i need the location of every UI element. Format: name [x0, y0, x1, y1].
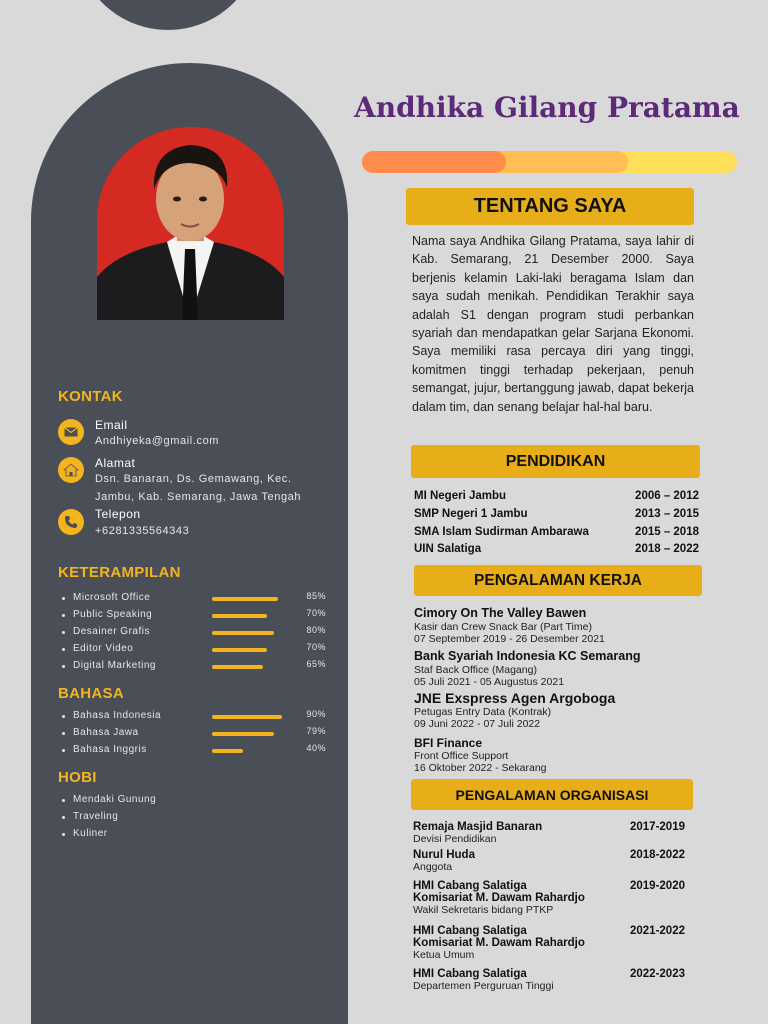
bullet-icon	[62, 816, 65, 819]
organization-role: Anggota	[413, 861, 453, 873]
skills-item-name: Digital Marketing	[73, 660, 156, 671]
education-item	[414, 490, 699, 502]
hobby-item	[62, 793, 332, 810]
home-icon	[58, 457, 84, 483]
work-item	[414, 736, 704, 774]
job-period: 16 Oktober 2022 - Sekarang	[414, 762, 547, 774]
organization-item	[413, 849, 683, 874]
education-years: 2018 – 2022	[635, 543, 699, 555]
languages-level-bar	[212, 732, 274, 736]
skills-list	[62, 591, 332, 676]
organization-subname: Komisariat M. Dawam Rahardjo	[413, 937, 585, 949]
skills-item-percent: 65%	[306, 659, 326, 669]
organization-item	[413, 821, 683, 846]
languages-item	[62, 743, 332, 760]
skills-level-bar	[212, 631, 274, 635]
skills-item-percent: 80%	[306, 625, 326, 635]
skills-item	[62, 625, 332, 642]
organization-item	[413, 880, 683, 917]
job-period: 07 September 2019 - 26 Desember 2021	[414, 632, 605, 645]
organization-name: HMI Cabang Salatiga	[413, 968, 527, 980]
skills-level-bar	[212, 665, 263, 669]
work-item	[414, 649, 704, 688]
skills-item	[62, 608, 332, 625]
organization-role: Ketua Umum	[413, 949, 475, 961]
education-item	[414, 508, 699, 520]
skills-item-percent: 70%	[306, 642, 326, 652]
phone-icon	[58, 509, 84, 535]
school-name: SMA Islam Sudirman Ambarawa	[414, 526, 589, 538]
work-title: PENGALAMAN KERJA	[414, 565, 702, 596]
organization-years: 2021-2022	[630, 925, 685, 937]
bullet-icon	[62, 597, 65, 600]
skills-item-name: Public Speaking	[73, 609, 153, 620]
job-role: Kasir dan Crew Snack Bar (Part Time)	[414, 620, 592, 633]
organization-role: Departemen Perguruan Tinggi	[413, 980, 554, 992]
job-period: 05 Juli 2021 - 05 Augustus 2021	[414, 675, 565, 688]
company-name: BFI Finance	[414, 736, 483, 750]
bullet-icon	[62, 732, 65, 735]
about-title: TENTANG SAYA	[406, 188, 694, 225]
work-item	[414, 606, 704, 645]
organization-subname: Komisariat M. Dawam Rahardjo	[413, 892, 585, 904]
company-name: JNE Exspress Agen Argoboga	[414, 690, 616, 706]
languages-item	[62, 709, 332, 726]
email-value[interactable]: Andhiyeka@gmail.com	[95, 435, 220, 447]
company-name: Cimory On The Valley Bawen	[414, 606, 587, 620]
bullet-icon	[62, 631, 65, 634]
organization-role: Devisi Pendidikan	[413, 833, 497, 845]
languages-level-bar	[212, 715, 282, 719]
organization-name: HMI Cabang Salatiga	[413, 925, 527, 937]
languages-item-name: Bahasa Indonesia	[73, 710, 162, 721]
education-years: 2006 – 2012	[635, 490, 699, 502]
phone-label: Telepon	[95, 507, 141, 521]
bullet-icon	[62, 665, 65, 668]
profile-photo	[97, 127, 284, 320]
languages-list	[62, 709, 332, 760]
skills-item-percent: 70%	[306, 608, 326, 618]
education-years: 2015 – 2018	[635, 526, 699, 538]
hobby-item	[62, 827, 332, 844]
hobby-item-name: Traveling	[73, 811, 119, 822]
skills-item-name: Desainer Grafis	[73, 626, 150, 637]
mail-icon	[58, 419, 84, 445]
work-item	[414, 690, 704, 730]
skills-item-name: Editor Video	[73, 643, 134, 654]
organization-item	[413, 968, 683, 993]
skills-title: KETERAMPILAN	[58, 564, 181, 581]
education-years: 2013 – 2015	[635, 508, 699, 520]
education-item	[414, 543, 699, 555]
skills-item-name: Microsoft Office	[73, 592, 151, 603]
person-name: Andhika Gilang Pratama	[354, 91, 740, 124]
job-role: Petugas Entry Data (Kontrak)	[414, 706, 552, 718]
skills-level-bar	[212, 648, 267, 652]
bullet-icon	[62, 614, 65, 617]
email-label: Email	[95, 418, 128, 432]
languages-item-percent: 79%	[306, 726, 326, 736]
company-name: Bank Syariah Indonesia KC Semarang	[414, 649, 641, 663]
languages-item-percent: 40%	[306, 743, 326, 753]
organization-years: 2019-2020	[630, 880, 685, 892]
job-role: Staf Back Office (Magang)	[414, 663, 537, 676]
languages-title: BAHASA	[58, 685, 124, 702]
education-item	[414, 526, 699, 538]
bullet-icon	[62, 715, 65, 718]
organization-years: 2017-2019	[630, 821, 685, 833]
organization-role: Wakil Sekretaris bidang PTKP	[413, 904, 554, 916]
organization-title: PENGALAMAN ORGANISASI	[411, 779, 693, 810]
bullet-icon	[62, 799, 65, 802]
hobby-item-name: Mendaki Gunung	[73, 794, 157, 805]
skills-level-bar	[212, 597, 278, 601]
skills-item	[62, 659, 332, 676]
about-text: Nama saya Andhika Gilang Pratama, saya lahir di Kab. Semarang, 21 Desember 2000. Saya berjenis kelamin Laki-laki beragama Islam dan saya sudah menikah. Pendidikan Terakhir saya adalah S1 dengan program studi perbankan syariah dan mendapatkan gelar Sarjana Ekonomi. Saya memiliki rasa percaya diri yang tinggi, komitmen tinggi terhadap pekerjaan, penuh semangat, jujur, bertanggung jawab, dapat bekerja dalam tim, dan senang belajar hal-hal baru.	[412, 234, 694, 414]
top-decoration	[75, 0, 261, 30]
languages-level-bar	[212, 749, 243, 753]
contact-title: KONTAK	[58, 388, 123, 405]
hobbies-list	[62, 793, 332, 844]
phone-value[interactable]: +6281335564343	[95, 525, 190, 537]
school-name: SMP Negeri 1 Jambu	[414, 508, 528, 520]
address-line1: Dsn. Banaran, Ds. Gemawang, Kec.	[95, 473, 292, 485]
languages-item-percent: 90%	[306, 709, 326, 719]
skills-item-percent: 85%	[306, 591, 326, 601]
organization-name: Nurul Huda	[413, 849, 475, 861]
job-period: 09 Juni 2022 - 07 Juli 2022	[414, 718, 541, 730]
skills-level-bar	[212, 614, 267, 618]
address-line2: Jambu, Kab. Semarang, Jawa Tengah	[95, 491, 302, 503]
address-label: Alamat	[95, 456, 136, 470]
hobby-item-name: Kuliner	[73, 828, 108, 839]
organization-name: Remaja Masjid Banaran	[413, 821, 543, 833]
school-name: MI Negeri Jambu	[414, 490, 507, 502]
decor-bar-1	[362, 151, 506, 173]
languages-item-name: Bahasa Inggris	[73, 744, 147, 755]
skills-item	[62, 591, 332, 608]
school-name: UIN Salatiga	[414, 543, 482, 555]
bullet-icon	[62, 833, 65, 836]
hobby-item	[62, 810, 332, 827]
hobbies-title: HOBI	[58, 769, 97, 786]
organization-item	[413, 925, 683, 962]
languages-item-name: Bahasa Jawa	[73, 727, 139, 738]
education-title: PENDIDIKAN	[411, 445, 700, 478]
languages-item	[62, 726, 332, 743]
organization-years: 2018-2022	[630, 849, 685, 861]
job-role: Front Office Support	[414, 750, 509, 762]
skills-item	[62, 642, 332, 659]
bullet-icon	[62, 648, 65, 651]
organization-name: HMI Cabang Salatiga	[413, 880, 527, 892]
bullet-icon	[62, 749, 65, 752]
organization-years: 2022-2023	[630, 968, 685, 980]
